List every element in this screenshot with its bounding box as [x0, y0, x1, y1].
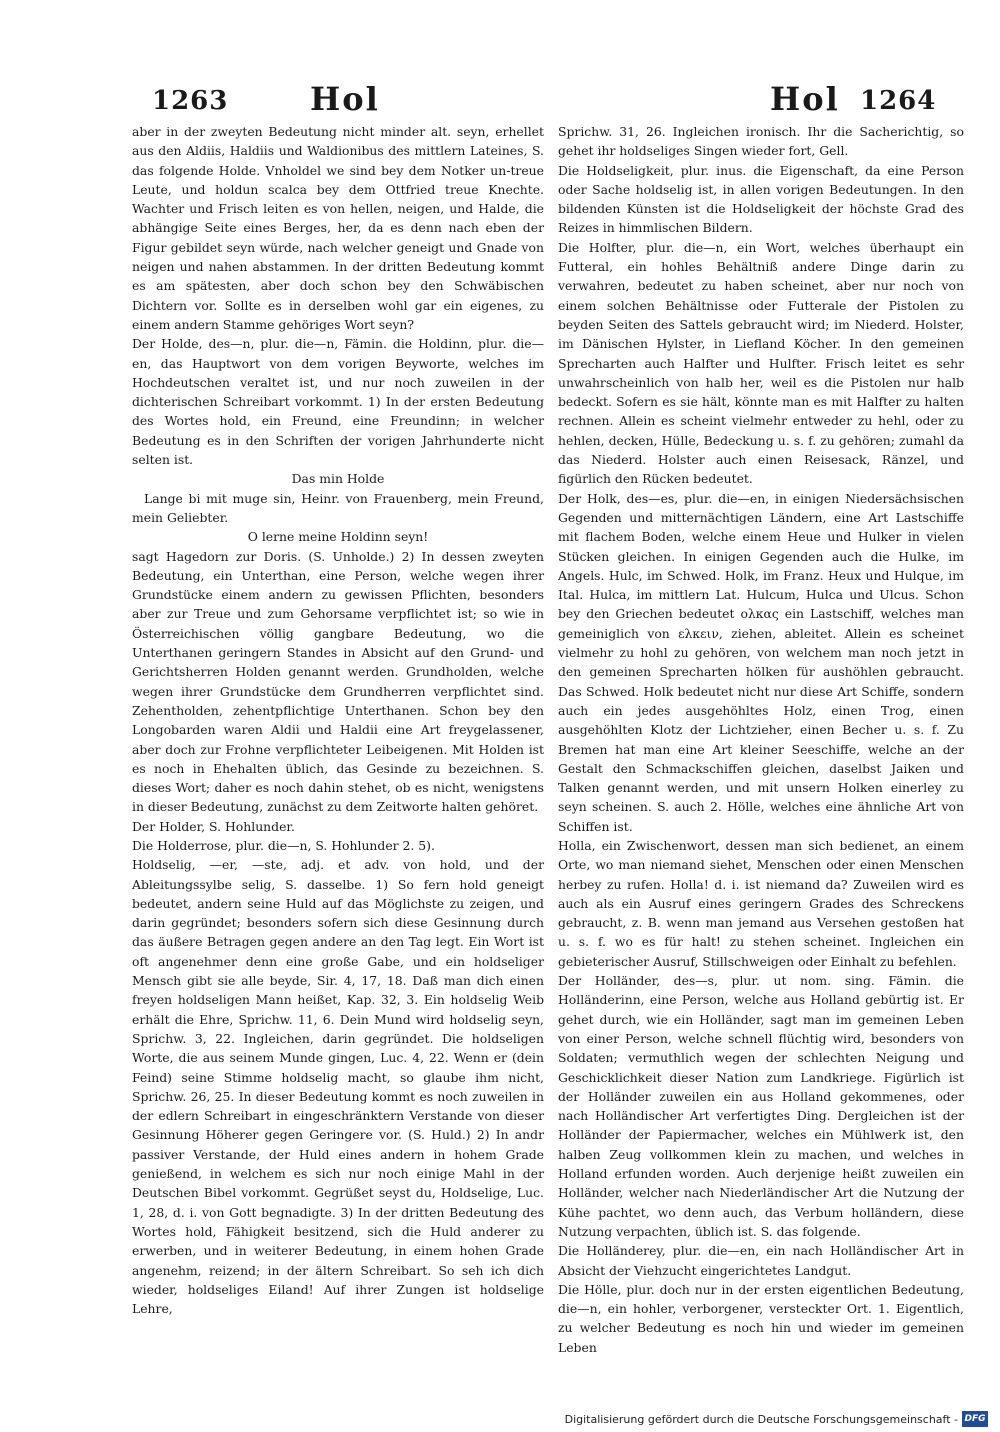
dfg-logo: DFG — [962, 1411, 988, 1427]
quotation-line: Lange bi mit muge sin, Heinr. von Frauenberg, mein Freund, mein Geliebter. — [132, 490, 544, 525]
entry-holdselig: Holdselig, —er, —ste, adj. et adv. von hold, und der Ableitungssylbe selig, S. dasselbe. 1) So fern hold geneigt bedeutet, andern seine Huld auf das Möglichste zu zeigen, und darin gegründet; besonders sofern sich diese Gesinnung durch das äußere Betragen gegen andere an den Tag legt. Ein Wort ist oft angenehmer denn eine große Gabe, und ein holdseliger Mensch gibt sie alle beyde, Sir. 4, 17, 18. Daß man dich einen freyen holdseligen Mann heißet, Kap. 32, 3. Ein holdselig Weib erhält die Ehre, Sprichw. 11, 6. Dein Mund wird holdselig seyn, Sprichw. 3, 22. Ingleichen, darin gegründet. Die holdseligen Worte, die aus seinem Munde gingen, Luc. 4, 22. Wenn er (dein Feind) seine Stimme holdselig macht, so glaube ihm nicht, Sprichw. 26, 25. In dieser Bedeutung kommt es noch zuweilen in der edlern Schreibart in eingeschränktern Verstande von dieser Gesinnung Höherer gegen Geringere vor. (S. Huld.) 2) In andr passiver Verstande, der Huld eines andern in hohem Grade genießend, in welchem es sich nur noch einige Mahl in der Deutschen Bibel vorkommt. Gegrüßet seyst du, Holdselige, Luc. 1, 28, d. i. von Gott begnadigte. 3) In der dritten Bedeutung des Wortes hold, Fähigkeit besitzend, sich die Huld anderer zu erwerben, und in weiterer Bedeutung, in einem hohen Grade angenehm, reizend; in der ältern Schreibart. So seh ich dich wieder, holdseliges Eiland! Auf ihrer Zungen ist holdselige Lehre, — [132, 857, 544, 1317]
entry-der-holder: Der Holder, S. Hohlunder. — [132, 818, 295, 834]
entry-holk: Der Holk, des—es, plur. die—en, in einigen Niedersächsischen Gegenden und mitternächtigen Ländern, eine Art Lastschiffe mit flachem Boden, welche einem Heue und Hulker in vielen Stücken gleichen. In einigen Gegenden auch die Hulke, im Angels. Hulc, im Schwed. Holk, im Franz. Heux und Hulque, im Ital. Hulca, im mittlern Lat. Hulcum, Hulca und Ulcus. Schon bey den Griechen bedeutet ολκας ein Lastschiff, welches man gemeiniglich von ελκειν, ziehen, ableitet. Allein es scheinet vielmehr zu hohl zu gehören, von welchem man noch jetzt in den gemeinen Sprecharten hölken für aushöhlen gebraucht. Das Schwed. Holk bedeutet nicht nur diese Art Schiffe, sondern auch ein jedes ausgehöhltes Holz, einen Trog, einen ausgehöhlten Klotz der Lichtzieher, einen Becher u. s. f. Zu Bremen hat man eine Art kleiner Seeschiffe, welche an der Gestalt den Schmackschiffen gleichen, daselbst Jaiken und Talken genannt werden, und mit unsern Holken einerley zu seyn scheinen. S. auch 2. Hölle, welches eine ähnliche Art von Schiffen ist. — [558, 490, 964, 834]
entry-holfter: Die Holfter, plur. die—n, ein Wort, welches überhaupt ein Futteral, ein hohles Behältniß andere Dinge darin zu verwahren, bedeutet zu haben scheinet, aber nur noch von einem solchen Behältnisse oder Futterale der Pistolen zu beyden Seiten des Sattels gebraucht wird; im Niederd. Holster, im Dänischen Hylster, in Liefland Köcher. In den gemeinen Sprecharten auch Halfter und Hulfter. Frisch leitet es sehr unwahrscheinlich von halb her, weil es die Pistolen nur halb bedeckt. Sofern es sie hält, könnte man es mit Halfter zu halten rechnen. Allein es scheint vielmehr entweder zu hehl, oder zu hehlen, decken, Hülle, Bedeckung u. s. f. zu gehören; zumahl da das Niederd. Holster auch einen Reisesack, Ränzel, und figürlich den Rücken bedeutet. — [558, 239, 964, 487]
entry-holdseligkeit: Die Holdseligkeit, plur. inus. die Eigenschaft, da eine Person oder Sache holdselig ist, in allen vorigen Bedeutungen. In den bildenden Künsten ist die Holdseligkeit der höchste Grad des Reizes in himmlischen Bildern. — [558, 162, 964, 236]
entry-holla: Holla, ein Zwischenwort, dessen man sich bedienet, an einem Orte, wo man niemand siehet, Menschen oder einen Menschen herbey zu rufen. Holla! d. i. ist niemand da? Zuweilen wird es auch als ein Ausruf eines geringern Grades des Schreckens gebraucht, z. B. wenn man jemand aus Versehen gestoßen hat u. s. f. wo es für halt! zu stehen scheinet. Ingleichen ein gebieterischer Ausruf, Stillschweigen oder Einhalt zu befehlen. — [558, 837, 964, 969]
digitization-footer — [564, 1411, 990, 1429]
right-column — [558, 122, 964, 1357]
running-head-left: Hol — [310, 80, 380, 118]
quotation-line: Das min Holde — [291, 471, 385, 487]
entry-der-holde: Der Holde, des—n, plur. die—n, Fämin. die Holdinn, plur. die—en, das Hauptwort von dem vorigen Beyworte, welches im Hochdeutschen veraltet ist, und nur noch zuweilen in der dichterischen Schreibart vorkommt. 1) In der ersten Bedeutung des Wortes hold, ein Freund, eine Freundinn; in welcher Bedeutung es in den Schriften der vorigen Jahrhunderte nicht selten ist. — [132, 336, 544, 468]
page-number-left: 1263 — [152, 86, 229, 116]
entry-holderrose: Die Holderrose, plur. die—n, S. Hohlunder 2. 5). — [132, 837, 435, 853]
entry-continuation: Sprichw. 31, 26. Ingleichen ironisch. Ihr die Sacherichtig, so gehet ihr holdseliges Singen wieder fort, Gell. — [558, 124, 964, 159]
entry-holde-cont: sagt Hagedorn zur Doris. (S. Unholde.) 2) In dessen zweyten Bedeutung, ein Unterthan, eine Person, welche wegen ihrer Grundstücke einem andern zu gewissen Pflichten, besonders aber zur Treue und zum Gehorsame verpflichtet ist; so wie in Österreichischen völlig gangbare Bedeutung, wo die Unterthanen geringern Standes in Absicht auf den Grund- und Gerichtsherren Holden genannt werden. Grundholden, welche wegen ihrer Grundstücke dem Grundherren verpflichtet sind. Zehentholden, zehentpflichtige Unterthanen. Schon bey den Longobarden waren Aldii und Haldii eine Art freygelassener, aber doch zur Frohne verpflichteter Leibeigenen. Mit Holden ist es noch in Ehehalten üblich, das Gesinde zu bezeichnen. S. dieses Wort; daher es noch dahin stehet, ob es nicht, wenigstens in dieser Bedeutung, zunächst zu dem Zeitworte halten gehöret. — [132, 548, 544, 815]
left-column — [132, 122, 544, 1318]
entry-continuation: aber in der zweyten Bedeutung nicht minder alt. seyn, erhellet aus den Aldiis, Haldiis und Waldionibus des mittlern Lateines, S. das folgende Holde. Vnholdel we sind bey dem Notker un-treue Leute, und holdun scalca bey dem Ottfried treue Knechte. Wachter und Frisch leiten es von hellen, neigen, und Halde, die abhängige Seite eines Berges, her, da es denn nach eben der Figur gebildet seyn würde, nach welcher geneigt und Gnade von neigen und nahen abstammen. In der dritten Bedeutung kommt es am spätesten, aber doch schon bey den Schwäbischen Dichtern vor. Sollte es in derselben wohl gar ein eigenes, zu einem andern Stamme gehöriges Wort seyn? — [132, 124, 544, 332]
entry-hoelle: Die Hölle, plur. doch nur in der ersten eigentlichen Bedeutung, die—n, ein hohler, verborgener, versteckter Ort. 1. Eigentlich, zu welcher Bedeutung es noch hin und wieder im gemeinen Leben — [558, 1281, 964, 1355]
page-number-right: 1264 — [860, 86, 937, 116]
quotation-line: O lerne meine Holdinn seyn! — [247, 529, 429, 545]
footer-credit: Digitalisierung gefördert durch die Deutsche Forschungsgemeinschaft - — [564, 1413, 958, 1426]
entry-hollaenderey: Die Holländerey, plur. die—en, ein nach Holländischer Art in Absicht der Viehzucht eingerichtetes Landgut. — [558, 1243, 964, 1278]
running-head-right: Hol — [770, 80, 840, 118]
entry-hollaender: Der Holländer, des—s, plur. ut nom. sing. Fämin. die Holländerinn, eine Person, welche aus Holland gebürtig ist. Er gehet durch, wie ein Holländer, sagt man im gemeinen Leben von einer Person, welche schnell flüchtig wird, besonders von Soldaten; vermuthlich wegen der schlechten Neigung und Geschicklichkeit dieser Nation zum Landkriege. Figürlich ist der Holländer zuweilen ein aus Holland gekommenes, oder nach Holländischer Art verfertigtes Ding. Dergleichen ist der Holländer der Papiermacher, welches ein Mühlwerk ist, den halben Zeug vollkommen klein zu machen, und welches in Holland erfunden worden. Auch derjenige heißt zuweilen ein Holländer, welcher nach Niederländischer Art die Nutzung der Kühe pachtet, wo denn auch, das Verbum holländern, diese Nutzung verpachten, üblich ist. S. das folgende. — [558, 973, 964, 1239]
